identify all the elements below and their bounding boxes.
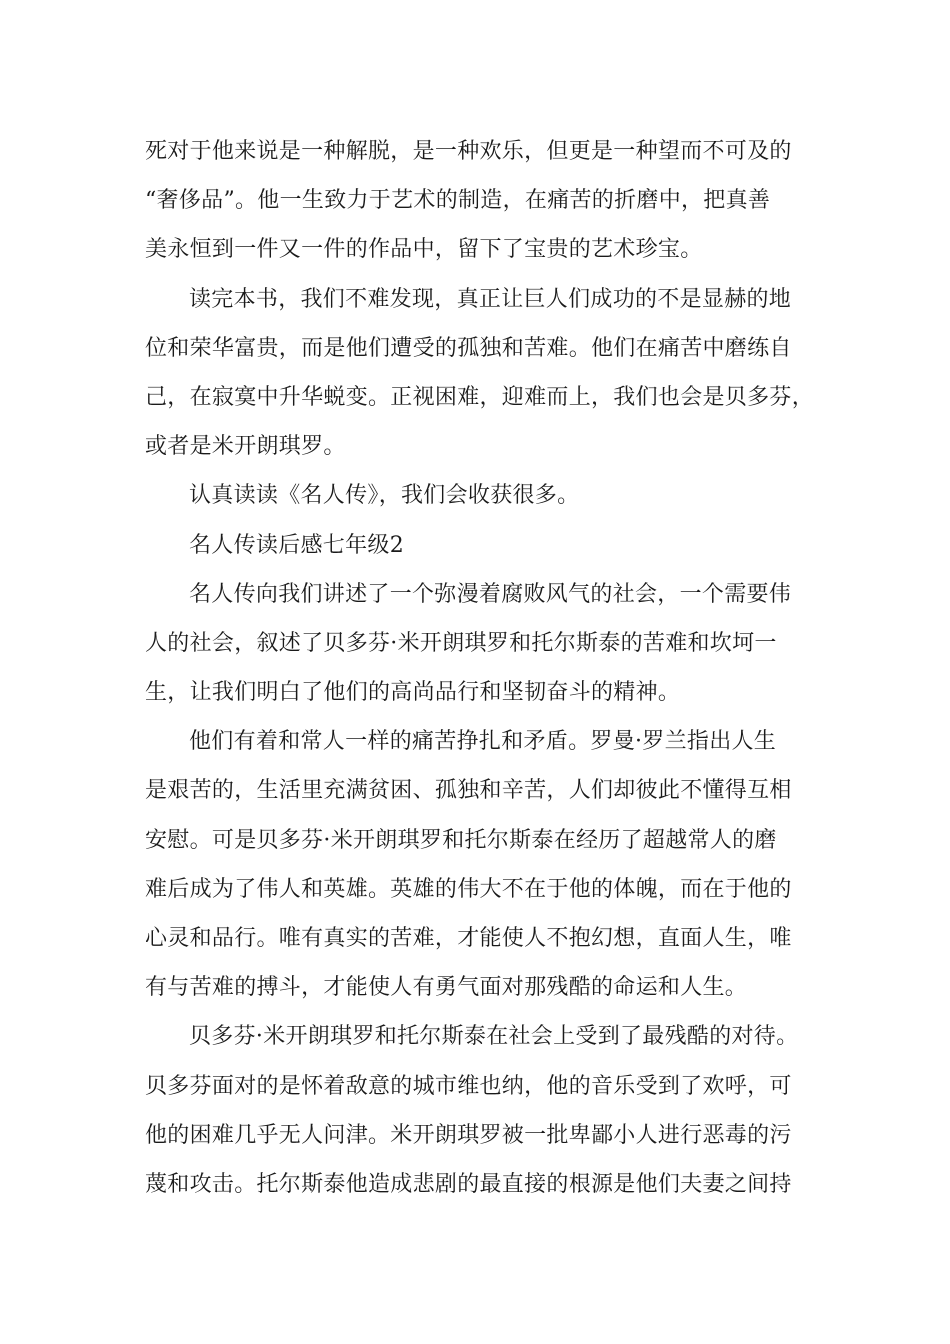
text-line: “奢侈品”。他一生致力于艺术的制造，在痛苦的折磨中，把真善 [145,188,771,214]
text-line: 贝多芬面对的是怀着敌意的城市维也纳，他的音乐受到了欢呼，可 [145,1073,792,1099]
paragraph-start-line: 贝多芬·米开朗琪罗和托尔斯泰在社会上受到了最残酷的对待。 [189,1024,799,1050]
text-line: 是艰苦的，生活里充满贫困、孤独和辛苦，人们却彼此不懂得互相 [145,778,792,804]
text-line: 己，在寂寞中升华蜕变。正视困难，迎难而上，我们也会是贝多芬， [145,384,815,410]
paragraph-start-line: 认真读读《名人传》，我们会收获很多。 [189,483,580,509]
paragraph-start-line: 读完本书，我们不难发现，真正让巨人们成功的不是显赫的地 [189,286,792,312]
text-line: 难后成为了伟人和英雄。英雄的伟大不在于他的体魄，而在于他的 [145,876,792,902]
text-line: 心灵和品行。唯有真实的苦难，才能使人不抱幻想，直面人生，唯 [145,926,792,951]
section-heading: 名人传读后感七年级2 [189,532,404,558]
text-line: 生，让我们明白了他们的高尚品行和坚韧奋斗的精神。 [145,680,681,706]
document-body [145,132,815,1214]
paragraph-start-line: 他们有着和常人一样的痛苦挣扎和矛盾。罗曼·罗兰指出人生 [189,729,777,755]
text-line: 有与苦难的搏斗，才能使人有勇气面对那残酷的命运和人生。 [145,975,748,1001]
text-line: 蔑和攻击。托尔斯泰他造成悲剧的最直接的根源是他们夫妻之间持 [145,1171,792,1197]
text-line: 安慰。可是贝多芬·米开朗琪罗和托尔斯泰在经历了超越常人的磨 [145,827,777,853]
text-line: 人的社会，叙述了贝多芬·米开朗琪罗和托尔斯泰的苦难和坎坷一 [145,630,777,656]
text-line: 他的困难几乎无人问津。米开朗琪罗被一批卑鄙小人进行恶毒的污 [145,1122,792,1148]
text-line: 或者是米开朗琪罗。 [145,434,346,460]
text-line: 位和荣华富贵，而是他们遭受的孤独和苦难。他们在痛苦中磨练自 [145,335,792,361]
text-line: 美永恒到一件又一件的作品中，留下了宝贵的艺术珍宝。 [145,237,703,263]
text-line: 死对于他来说是一种解脱，是一种欢乐，但更是一种望而不可及的 [145,139,792,164]
paragraph-start-line: 名人传向我们讲述了一个弥漫着腐败风气的社会，一个需要伟 [189,581,792,607]
